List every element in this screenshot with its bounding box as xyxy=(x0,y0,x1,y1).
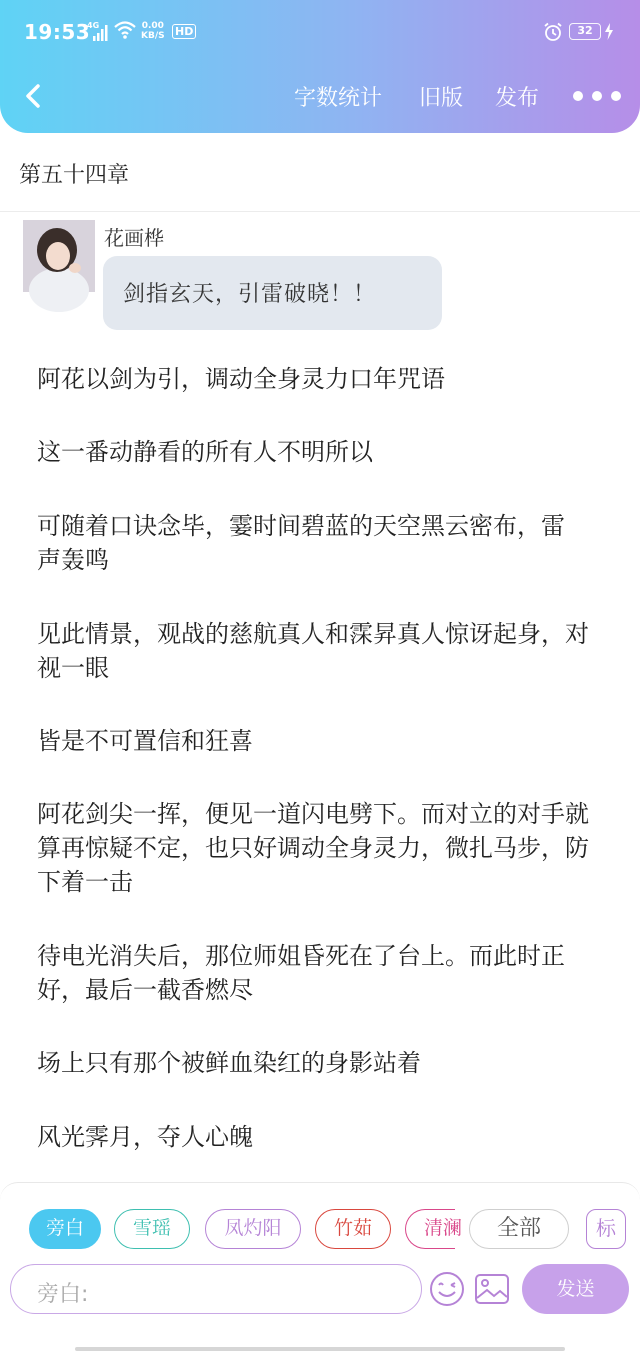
app-header xyxy=(0,0,640,133)
alarm-clock-icon xyxy=(543,22,563,42)
wifi-icon xyxy=(114,20,136,40)
cellular-signal-icon xyxy=(92,25,108,41)
story-paragraph[interactable]: 风光霁月，夺人心魄 xyxy=(37,1123,253,1151)
image-icon[interactable] xyxy=(473,1270,511,1308)
story-paragraph[interactable]: 阿花以剑为引，调动全身灵力口年咒语 xyxy=(37,365,445,393)
network-speed-unit: KB/S xyxy=(141,31,165,41)
network-speed-value: 0.00 xyxy=(141,21,164,31)
network-type-label: 4G xyxy=(87,21,100,30)
hd-badge: HD xyxy=(172,24,196,39)
role-chip-qing[interactable]: 清澜 xyxy=(405,1209,455,1249)
role-chip-xueyao[interactable]: 雪瑶 xyxy=(114,1209,190,1249)
avatar-portrait-image xyxy=(23,220,95,292)
more-dots-icon[interactable] xyxy=(570,86,624,106)
story-paragraph[interactable]: 见此情景，观战的慈航真人和霂昇真人惊讶起身，对视一眼 xyxy=(37,620,589,682)
speaker-name: 花画桦 xyxy=(104,226,164,250)
speaker-avatar[interactable] xyxy=(23,220,95,292)
role-chip-narration[interactable]: 旁白 xyxy=(29,1209,101,1249)
story-paragraph[interactable]: 场上只有那个被鲜血染红的身影站着 xyxy=(37,1049,421,1077)
charging-bolt-icon xyxy=(604,23,614,40)
story-paragraph[interactable]: 可随着口诀念毕，霎时间碧蓝的天空黑云密布，雷声轰鸣 xyxy=(37,512,565,574)
network-speed xyxy=(141,21,165,41)
mark-button[interactable]: 标 xyxy=(586,1209,626,1249)
role-chip-zhuru[interactable]: 竹茹 xyxy=(315,1209,391,1249)
story-paragraph[interactable]: 阿花剑尖一挥，便见一道闪电劈下。而对立的对手就算再惊疑不定，也只好调动全身灵力，微扎马步，防下着一击 xyxy=(37,800,589,896)
role-chip-fengzhuoyang[interactable]: 凤灼阳 xyxy=(205,1209,301,1249)
status-bar xyxy=(0,0,640,64)
story-paragraph[interactable]: 待电光消失后，那位师姐昏死在了台上。而此时正好，最后一截香燃尽 xyxy=(37,942,565,1004)
story-paragraph[interactable]: 这一番动静看的所有人不明所以 xyxy=(37,438,373,466)
divider xyxy=(0,211,640,212)
message-input[interactable]: 旁白: xyxy=(10,1264,422,1314)
home-indicator[interactable] xyxy=(75,1347,565,1351)
all-roles-button[interactable]: 全部 xyxy=(469,1209,569,1249)
publish-button[interactable]: 发布 xyxy=(495,86,540,111)
old-version-button[interactable]: 旧版 xyxy=(419,86,464,111)
word-count-button[interactable]: 字数统计 xyxy=(294,86,383,111)
emoji-icon[interactable] xyxy=(428,1270,466,1308)
dialogue-bubble[interactable]: 剑指玄天，引雷破晓！！ xyxy=(103,256,442,330)
status-time: 19:53 xyxy=(24,20,91,44)
send-button[interactable]: 发送 xyxy=(522,1264,629,1314)
battery-indicator: 32 xyxy=(569,23,601,40)
chapter-title[interactable]: 第五十四章 xyxy=(19,163,130,188)
story-paragraph[interactable]: 皆是不可置信和狂喜 xyxy=(37,727,253,755)
chevron-left-icon[interactable] xyxy=(20,80,48,112)
